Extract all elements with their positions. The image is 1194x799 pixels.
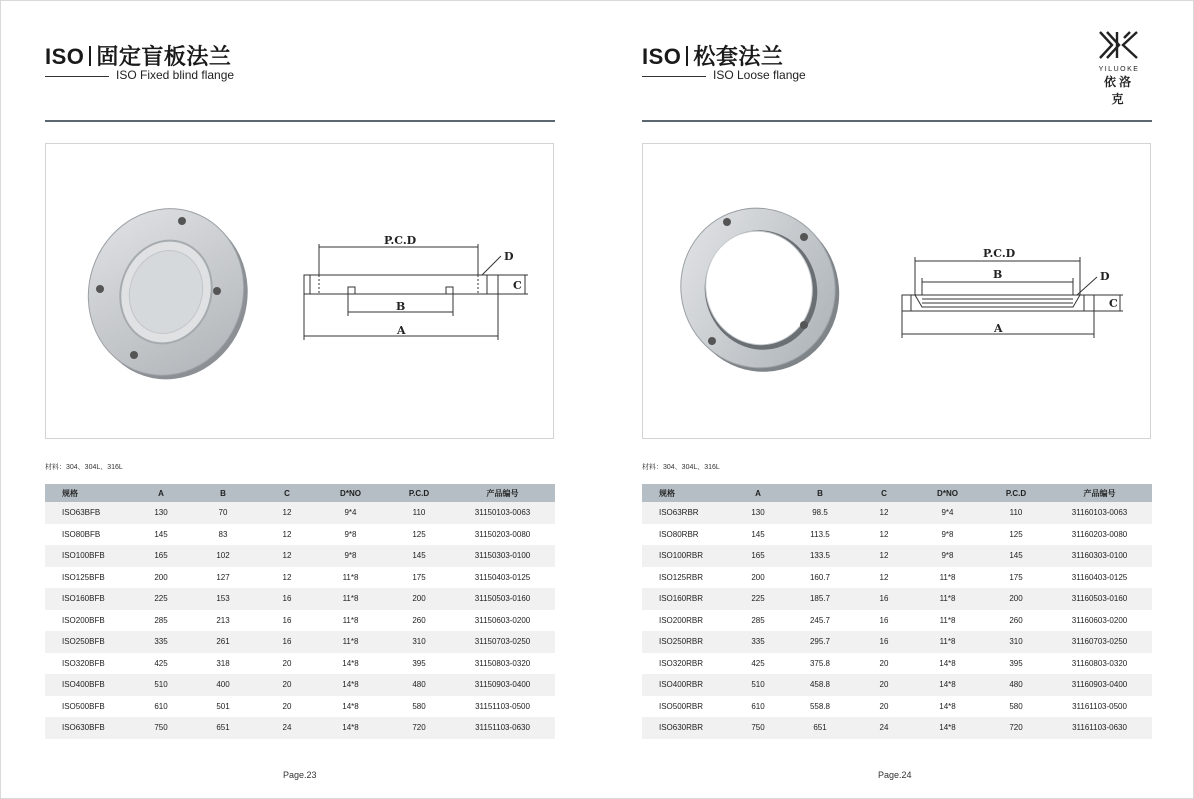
cell-b: 83 [185, 524, 261, 546]
cell-c: 20 [858, 674, 910, 696]
cell-pcd: 125 [388, 524, 450, 546]
cell-a: 285 [137, 610, 185, 632]
cell-b: 245.7 [782, 610, 858, 632]
label-b: B [993, 268, 1003, 281]
cell-c: 20 [858, 653, 910, 675]
header-c: C [261, 484, 313, 502]
cell-b: 213 [185, 610, 261, 632]
cell-a: 130 [137, 502, 185, 524]
header-rule [642, 120, 1152, 122]
cell-a: 165 [734, 545, 782, 567]
logo-text-cn: 依洛克 [1103, 75, 1134, 106]
page-title [45, 40, 231, 71]
header-b: B [782, 484, 858, 502]
cell-c: 12 [858, 545, 910, 567]
cell-product-code: 31161103-0630 [1047, 717, 1152, 739]
table-row [642, 696, 1152, 718]
cell-spec: ISO100RBR [642, 545, 734, 567]
title-cn: 固定盲板法兰 [96, 44, 232, 69]
cell-spec: ISO160BFB [45, 588, 137, 610]
header-pcd: P.C.D [985, 484, 1047, 502]
label-pcd: P.C.D [384, 234, 417, 247]
cell-a: 750 [137, 717, 185, 739]
cell-product-code: 31150603-0200 [450, 610, 555, 632]
header-b: B [185, 484, 261, 502]
cell-dno: 14*8 [313, 674, 388, 696]
cell-a: 200 [734, 567, 782, 589]
cell-b: 160.7 [782, 567, 858, 589]
cell-a: 425 [137, 653, 185, 675]
cell-b: 501 [185, 696, 261, 718]
table-row [45, 631, 555, 653]
title-iso: ISO [642, 44, 682, 69]
cell-spec: ISO630RBR [642, 717, 734, 739]
title-cn: 松套法兰 [693, 44, 784, 69]
cell-pcd: 480 [985, 674, 1047, 696]
cell-product-code: 31161103-0500 [1047, 696, 1152, 718]
cell-pcd: 720 [985, 717, 1047, 739]
cell-b: 400 [185, 674, 261, 696]
cell-a: 610 [137, 696, 185, 718]
cell-pcd: 580 [388, 696, 450, 718]
cell-b: 651 [782, 717, 858, 739]
cell-a: 610 [734, 696, 782, 718]
blind-flange-drawing [304, 244, 528, 340]
cell-a: 425 [734, 653, 782, 675]
cell-spec: ISO630BFB [45, 717, 137, 739]
cell-pcd: 125 [985, 524, 1047, 546]
table-row [642, 674, 1152, 696]
cell-spec: ISO125BFB [45, 567, 137, 589]
cell-c: 12 [261, 524, 313, 546]
cell-dno: 14*8 [910, 653, 985, 675]
cell-spec: ISO63BFB [45, 502, 137, 524]
cell-product-code: 31160303-0100 [1047, 545, 1152, 567]
page-number: Page.24 [878, 770, 912, 780]
logo-text-en: YILUOKE [1098, 66, 1140, 73]
cell-pcd: 110 [388, 502, 450, 524]
subtitle-line [642, 76, 706, 77]
title-divider [89, 46, 91, 66]
cell-c: 16 [858, 631, 910, 653]
cell-dno: 14*8 [313, 696, 388, 718]
header-product-code: 产品编号 [450, 484, 555, 502]
table-row [642, 653, 1152, 675]
subtitle: ISO Loose flange [713, 68, 806, 82]
cell-dno: 11*8 [910, 610, 985, 632]
cell-product-code: 31160603-0200 [1047, 610, 1152, 632]
header-a: A [734, 484, 782, 502]
cell-b: 127 [185, 567, 261, 589]
subtitle-line [45, 76, 109, 77]
table-header-row [642, 484, 1152, 502]
cell-dno: 11*8 [313, 610, 388, 632]
cell-spec: ISO500RBR [642, 696, 734, 718]
table-row [45, 524, 555, 546]
cell-product-code: 31160803-0320 [1047, 653, 1152, 675]
table-row [642, 567, 1152, 589]
cell-a: 225 [734, 588, 782, 610]
cell-a: 510 [734, 674, 782, 696]
table-row [45, 717, 555, 739]
cell-spec: ISO400BFB [45, 674, 137, 696]
header-spec: 规格 [642, 484, 734, 502]
label-c: C [513, 279, 522, 292]
cell-c: 12 [261, 545, 313, 567]
cell-b: 261 [185, 631, 261, 653]
cell-a: 335 [734, 631, 782, 653]
cell-dno: 11*8 [313, 631, 388, 653]
cell-b: 153 [185, 588, 261, 610]
cell-c: 24 [858, 717, 910, 739]
cell-pcd: 310 [388, 631, 450, 653]
spec-table [642, 484, 1152, 739]
header-pcd: P.C.D [388, 484, 450, 502]
cell-dno: 9*8 [313, 524, 388, 546]
cell-b: 458.8 [782, 674, 858, 696]
cell-dno: 9*8 [910, 524, 985, 546]
cell-dno: 11*8 [910, 631, 985, 653]
subtitle: ISO Fixed blind flange [116, 68, 235, 82]
cell-a: 200 [137, 567, 185, 589]
cell-a: 130 [734, 502, 782, 524]
yiluoke-logo-icon [1097, 30, 1141, 60]
cell-product-code: 31160403-0125 [1047, 567, 1152, 589]
cell-b: 102 [185, 545, 261, 567]
cell-dno: 14*8 [910, 696, 985, 718]
label-d: D [504, 250, 514, 263]
cell-c: 20 [261, 674, 313, 696]
table-row [642, 524, 1152, 546]
cell-pcd: 260 [388, 610, 450, 632]
cell-product-code: 31160503-0160 [1047, 588, 1152, 610]
cell-spec: ISO400RBR [642, 674, 734, 696]
title-divider [686, 46, 688, 66]
loose-flange-3d-icon [663, 191, 857, 389]
header-a: A [137, 484, 185, 502]
cell-pcd: 260 [985, 610, 1047, 632]
cell-a: 510 [137, 674, 185, 696]
cell-product-code: 31151103-0500 [450, 696, 555, 718]
cell-a: 750 [734, 717, 782, 739]
cell-spec: ISO200BFB [45, 610, 137, 632]
cell-c: 12 [858, 502, 910, 524]
cell-product-code: 31160703-0250 [1047, 631, 1152, 653]
blind-flange-illustration [46, 144, 555, 440]
cell-c: 20 [261, 653, 313, 675]
table-header-row [45, 484, 555, 502]
product-image-box [642, 143, 1151, 439]
cell-pcd: 395 [985, 653, 1047, 675]
cell-a: 225 [137, 588, 185, 610]
cell-b: 375.8 [782, 653, 858, 675]
loose-flange-illustration [643, 144, 1152, 440]
cell-c: 12 [261, 567, 313, 589]
cell-dno: 14*8 [910, 717, 985, 739]
cell-spec: ISO160RBR [642, 588, 734, 610]
title-iso: ISO [45, 44, 85, 69]
cell-a: 145 [137, 524, 185, 546]
header-rule [45, 120, 555, 122]
cell-c: 12 [858, 524, 910, 546]
cell-c: 20 [858, 696, 910, 718]
cell-c: 16 [261, 588, 313, 610]
cell-pcd: 175 [985, 567, 1047, 589]
header-product-code: 产品编号 [1047, 484, 1152, 502]
page-number: Page.23 [283, 770, 317, 780]
cell-c: 12 [261, 502, 313, 524]
cell-a: 165 [137, 545, 185, 567]
label-a: A [994, 322, 1003, 335]
label-d: D [1100, 270, 1110, 283]
header-c: C [858, 484, 910, 502]
cell-product-code: 31150203-0080 [450, 524, 555, 546]
cell-a: 145 [734, 524, 782, 546]
label-b: B [396, 300, 406, 313]
cell-c: 12 [858, 567, 910, 589]
table-row [45, 588, 555, 610]
cell-b: 185.7 [782, 588, 858, 610]
cell-dno: 11*8 [313, 567, 388, 589]
cell-pcd: 310 [985, 631, 1047, 653]
cell-dno: 14*8 [313, 717, 388, 739]
cell-pcd: 145 [985, 545, 1047, 567]
spec-table [45, 484, 555, 739]
cell-spec: ISO320BFB [45, 653, 137, 675]
cell-b: 133.5 [782, 545, 858, 567]
cell-a: 285 [734, 610, 782, 632]
header-dno: D*NO [313, 484, 388, 502]
table-row [642, 588, 1152, 610]
cell-product-code: 31150403-0125 [450, 567, 555, 589]
spec-table-body [45, 502, 555, 739]
table-row [45, 610, 555, 632]
cell-c: 16 [858, 610, 910, 632]
cell-b: 558.8 [782, 696, 858, 718]
cell-spec: ISO250BFB [45, 631, 137, 653]
label-a: A [397, 324, 406, 337]
cell-dno: 14*8 [910, 674, 985, 696]
cell-dno: 9*8 [910, 545, 985, 567]
loose-flange-drawing [902, 257, 1123, 338]
cell-b: 651 [185, 717, 261, 739]
cell-b: 70 [185, 502, 261, 524]
cell-pcd: 395 [388, 653, 450, 675]
cell-pcd: 720 [388, 717, 450, 739]
cell-spec: ISO63RBR [642, 502, 734, 524]
cell-dno: 9*8 [313, 545, 388, 567]
cell-b: 295.7 [782, 631, 858, 653]
table-row [45, 696, 555, 718]
cell-pcd: 110 [985, 502, 1047, 524]
cell-product-code: 31160103-0063 [1047, 502, 1152, 524]
table-row [642, 631, 1152, 653]
cell-a: 335 [137, 631, 185, 653]
material-note: 材料：304、304L、316L [45, 464, 123, 471]
cell-pcd: 200 [388, 588, 450, 610]
cell-b: 318 [185, 653, 261, 675]
right-page [597, 0, 1194, 799]
table-row [45, 653, 555, 675]
cell-spec: ISO250RBR [642, 631, 734, 653]
blind-flange-3d-icon [67, 188, 269, 399]
cell-product-code: 31150703-0250 [450, 631, 555, 653]
cell-c: 16 [858, 588, 910, 610]
cell-dno: 9*4 [910, 502, 985, 524]
label-pcd: P.C.D [983, 247, 1016, 260]
cell-c: 16 [261, 610, 313, 632]
material-note: 材料：304、304L、316L [642, 464, 720, 471]
cell-dno: 9*4 [313, 502, 388, 524]
cell-pcd: 580 [985, 696, 1047, 718]
cell-dno: 14*8 [313, 653, 388, 675]
cell-c: 20 [261, 696, 313, 718]
table-row [642, 545, 1152, 567]
table-row [45, 674, 555, 696]
cell-c: 16 [261, 631, 313, 653]
table-row [45, 502, 555, 524]
table-row [642, 502, 1152, 524]
header-spec: 规格 [45, 484, 137, 502]
cell-spec: ISO200RBR [642, 610, 734, 632]
product-image-box [45, 143, 554, 439]
cell-product-code: 31150903-0400 [450, 674, 555, 696]
table-row [642, 717, 1152, 739]
cell-pcd: 175 [388, 567, 450, 589]
cell-spec: ISO80BFB [45, 524, 137, 546]
cell-spec: ISO320RBR [642, 653, 734, 675]
page-title [642, 40, 783, 71]
cell-product-code: 31150303-0100 [450, 545, 555, 567]
table-row [45, 567, 555, 589]
cell-dno: 11*8 [910, 588, 985, 610]
table-row [45, 545, 555, 567]
header-dno: D*NO [910, 484, 985, 502]
cell-b: 113.5 [782, 524, 858, 546]
cell-spec: ISO125RBR [642, 567, 734, 589]
cell-dno: 11*8 [910, 567, 985, 589]
cell-b: 98.5 [782, 502, 858, 524]
cell-spec: ISO500BFB [45, 696, 137, 718]
cell-spec: ISO100BFB [45, 545, 137, 567]
cell-spec: ISO80RBR [642, 524, 734, 546]
cell-product-code: 31150803-0320 [450, 653, 555, 675]
cell-pcd: 145 [388, 545, 450, 567]
spec-table-body [642, 502, 1152, 739]
cell-product-code: 31151103-0630 [450, 717, 555, 739]
cell-product-code: 31150103-0063 [450, 502, 555, 524]
cell-dno: 11*8 [313, 588, 388, 610]
table-row [642, 610, 1152, 632]
cell-pcd: 200 [985, 588, 1047, 610]
cell-product-code: 31150503-0160 [450, 588, 555, 610]
label-c: C [1109, 297, 1118, 310]
cell-pcd: 480 [388, 674, 450, 696]
cell-product-code: 31160903-0400 [1047, 674, 1152, 696]
cell-product-code: 31160203-0080 [1047, 524, 1152, 546]
brand-logo [1097, 30, 1141, 107]
cell-c: 24 [261, 717, 313, 739]
